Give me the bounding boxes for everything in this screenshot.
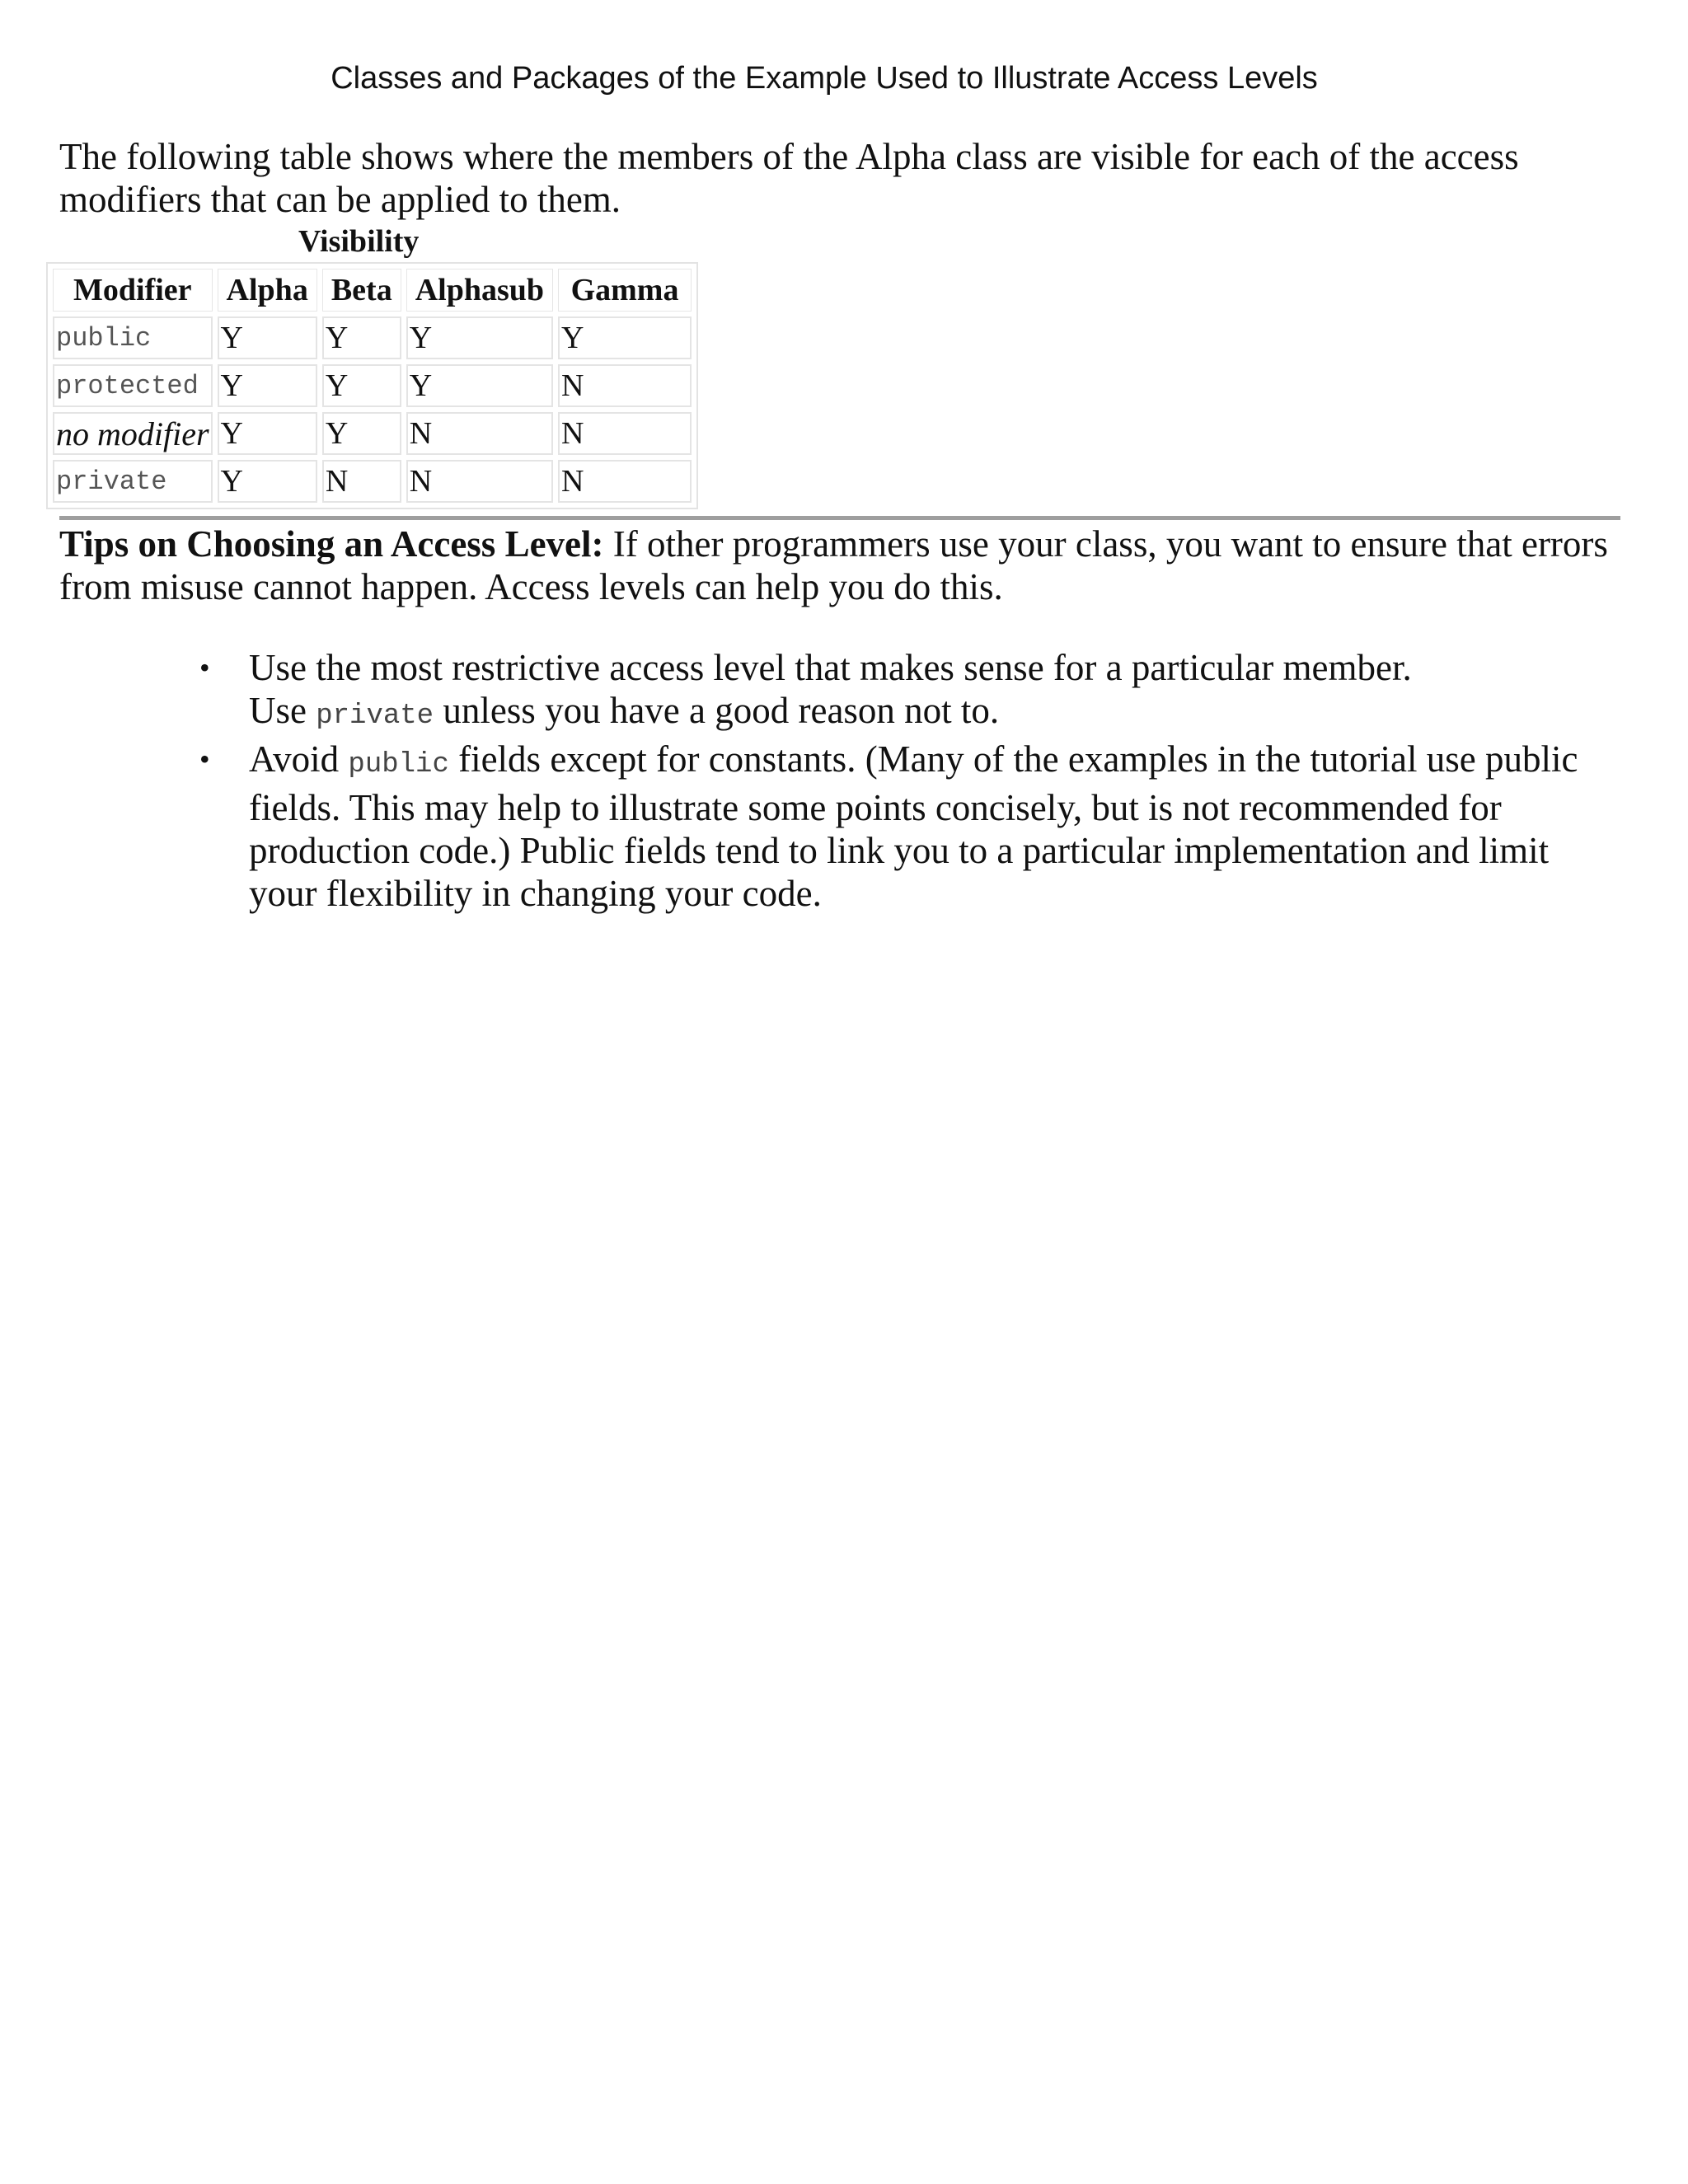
column-header-beta: Beta xyxy=(322,269,401,312)
column-header-alphasub: Alphasub xyxy=(406,269,553,312)
list-item xyxy=(199,646,1617,738)
table-cell: Y xyxy=(218,412,317,455)
table-cell: Y xyxy=(218,316,317,359)
tips-paragraph xyxy=(59,523,1625,608)
column-header-alpha: Alpha xyxy=(218,269,317,312)
bullet-text-prefix: Use xyxy=(249,690,316,731)
table-cell: N xyxy=(406,412,553,455)
table-cell: Y xyxy=(558,316,692,359)
table-row xyxy=(53,460,692,503)
bullet-icon: • xyxy=(199,743,210,776)
tips-heading: Tips on Choosing an Access Level: xyxy=(59,523,604,565)
modifier-cell: protected xyxy=(53,364,213,407)
table-row xyxy=(53,316,692,359)
table-cell: Y xyxy=(218,364,317,407)
bullet-text-suffix: unless you have a good reason not to. xyxy=(434,690,1000,731)
table-cell: N xyxy=(558,364,692,407)
modifier-cell: private xyxy=(53,460,213,503)
table-cell: Y xyxy=(322,316,401,359)
table-row xyxy=(53,412,692,455)
table-row xyxy=(53,364,692,407)
table-cell: N xyxy=(406,460,553,503)
horizontal-rule xyxy=(59,516,1620,520)
table-cell: N xyxy=(322,460,401,503)
table-header-row xyxy=(53,269,692,312)
table-cell: N xyxy=(558,460,692,503)
bullet-line: Use the most restrictive access level that makes sense for a particular member. xyxy=(249,647,1412,688)
bullet-text-suffix: fields except for constants. (Many of the examples in the tutorial use public fields. This may help to illustrate some points concisely, but is not recommended for production code.) Public fields tend to link you to a particular implementation and limit your flexibility in changing your code. xyxy=(249,738,1578,914)
modifier-cell: public xyxy=(53,316,213,359)
bullet-icon: • xyxy=(199,651,210,684)
intro-paragraph: The following table shows where the members of the Alpha class are visible for each of the access modifiers that can be applied to them. xyxy=(59,136,1519,220)
table-cell: Y xyxy=(406,316,553,359)
table-cell: Y xyxy=(322,364,401,407)
figure-caption: Classes and Packages of the Example Used to Illustrate Access Levels xyxy=(331,61,1318,96)
table-cell: Y xyxy=(406,364,553,407)
code-keyword: private xyxy=(316,701,434,732)
list-item xyxy=(199,738,1617,915)
table-cell: Y xyxy=(218,460,317,503)
bullet-text-prefix: Avoid xyxy=(249,738,349,780)
access-level-table xyxy=(46,262,698,509)
column-header-gamma: Gamma xyxy=(558,269,692,312)
column-header-modifier: Modifier xyxy=(53,269,213,312)
code-keyword: public xyxy=(348,749,449,780)
table-title: Visibility xyxy=(298,224,420,259)
table-cell: Y xyxy=(322,412,401,455)
modifier-cell: no modifier xyxy=(53,412,213,455)
table-cell: N xyxy=(558,412,692,455)
tips-list xyxy=(199,646,1617,915)
tips-text: If other programmers use your class, you want to ensure that errors from misuse cannot happen. Access levels can help you do this. xyxy=(59,523,1608,607)
